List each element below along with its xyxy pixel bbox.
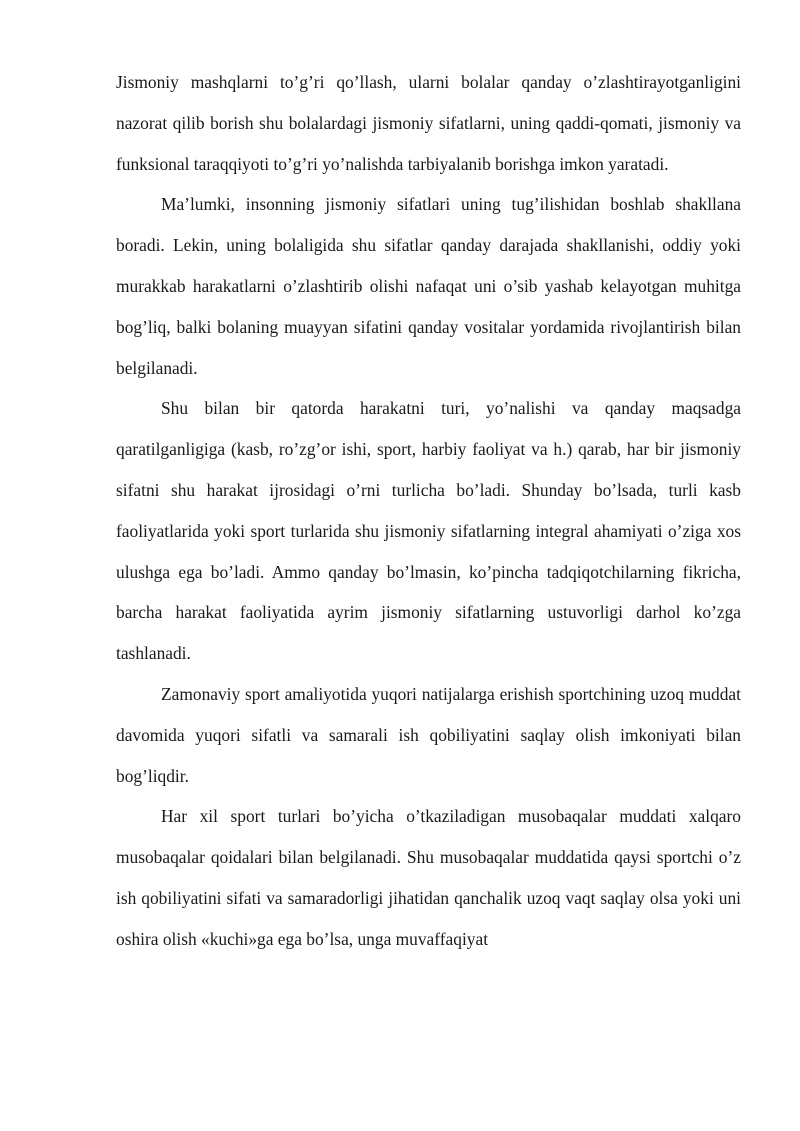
paragraph-1: Jismoniy mashqlarni to’g’ri qo’llash, ularni bolalar qanday o’zlashtirayotganligini nazorat qilib borish shu bolalardagi jismoniy sifatlarni, uning qaddi-qomati, jismoniy va funksional taraqqiyoti to’g’ri yo’nalishda tarbiyalanib borishga imkon yaratadi. (116, 72, 741, 174)
paragraph-2: Ma’lumki, insonning jismoniy sifatlari uning tug’ilishidan boshlab shakllana boradi. Lekin, uning bolaligida shu sifatlar qanday darajada shakllanishi, oddiy yoki murakkab harakatlarni o’zlashtirib olishi nafaqat uni o’sib yashab kelayotgan muhitga bog’liq, balki bolaning muayyan sifatini qanday vositalar yordamida rivojlantirish bilan belgilanadi. (116, 194, 741, 378)
paragraph-3: Shu bilan bir qatorda harakatni turi, yo’nalishi va qanday maqsadga qaratilganligiga (kasb, ro’zg’or ishi, sport, harbiy faoliyat va h.) qarab, har bir jismoniy sifatni shu harakat ijrosidagi o’rni turlicha bo’ladi. Shunday bo’lsada, turli kasb faoliyatlarida yoki sport turlarida shu jismoniy sifatlarning integral ahamiyati o’ziga xos ulushga ega bo’ladi. Ammo qanday bo’lmasin, ko’pincha tadqiqotchilarning fikricha, barcha harakat faoliyatida ayrim jismoniy sifatlarning ustuvorligi darhol ko’zga tashlanadi. (116, 398, 741, 664)
paragraph-4: Zamonaviy sport amaliyotida yuqori natijalarga erishish sportchining uzoq muddat davomida yuqori sifatli va samarali ish qobiliyatini saqlay olish imkoniyati bilan bog’liqdir. (116, 683, 741, 786)
paragraph-5: Har xil sport turlari bo’yicha o’tkaziladigan musobaqalar muddati xalqaro musobaqalar qoidalari bilan belgilanadi. Shu musobaqalar muddatida qaysi sportchi o’z ish qobiliyatini sifati va samaradorligi jihatidan qanchalik uzoq vaqt saqlay olsa yoki uni oshira olish «kuchi»ga ega bo’lsa, unga muvaffaqiyat (116, 806, 741, 949)
document-page (116, 62, 741, 960)
